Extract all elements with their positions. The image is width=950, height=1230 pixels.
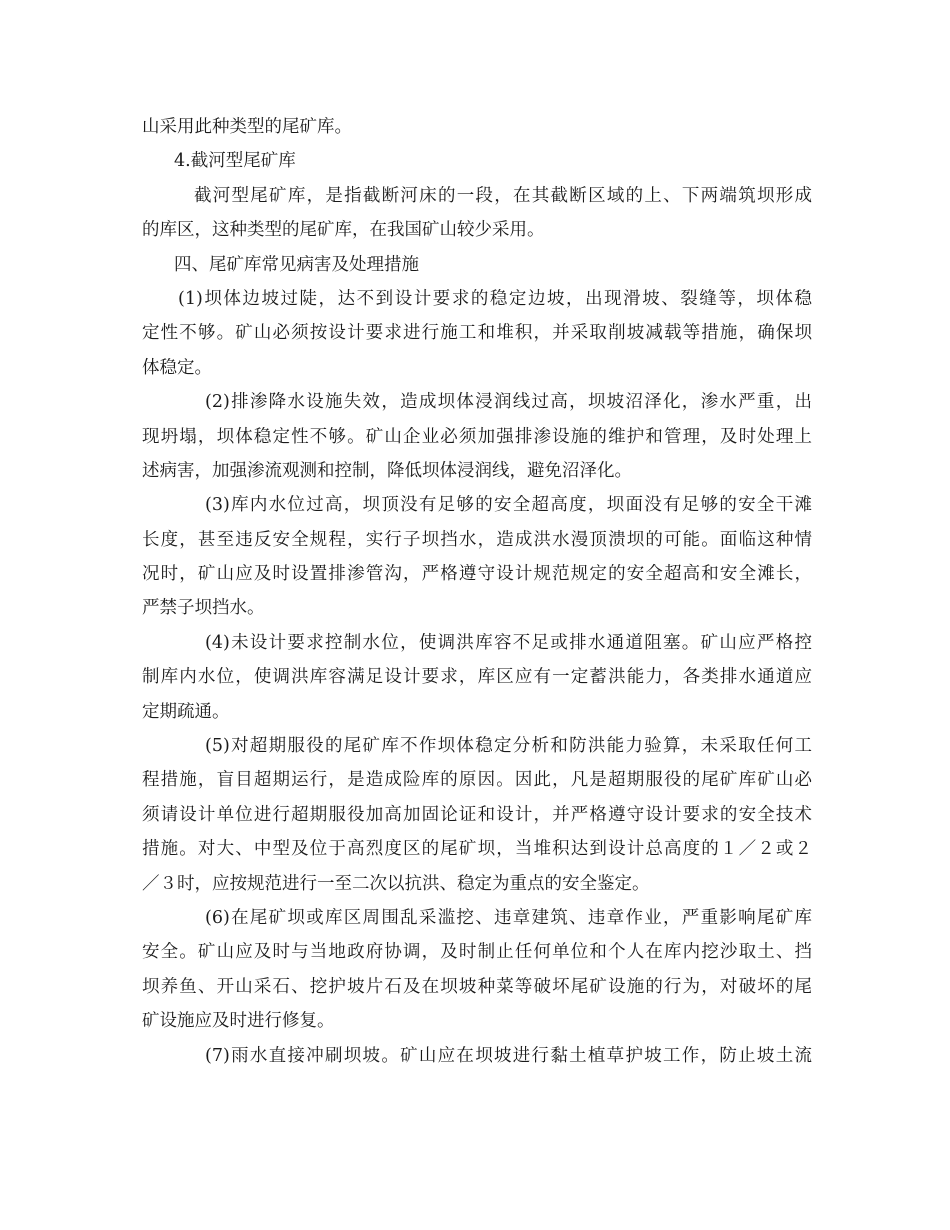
text-line: 程措施，盲目超期运行，是造成险库的原因。因此，凡是超期服役的尾矿库矿山必 (142, 770, 812, 791)
text-line: 定期疏通。 (142, 701, 230, 722)
text-line: 的库区，这种类型的尾矿库，在我国矿山较少采用。 (142, 220, 545, 241)
text-line: (4)未设计要求控制水位，使调洪库容不足或排水通道阻塞。矿山应严格控 (205, 632, 812, 653)
text-line: (5)对超期服役的尾矿库不作坝体稳定分析和防洪能力验算，未采取任何工 (205, 736, 812, 757)
text-line: 体稳定。 (142, 357, 212, 378)
text-line: (1)坝体边坡过陡，达不到设计要求的稳定边坡，出现滑坡、裂缝等，坝体稳 (178, 288, 812, 309)
text-line: 制库内水位，使调洪库容满足设计要求，库区应有一定蓄洪能力，各类排水通道应 (142, 667, 812, 688)
document-page (142, 110, 812, 1073)
text-line: 山采用此种类型的尾矿库。 (142, 117, 352, 137)
text-line: 述病害，加强渗流观测和控制，降低坝体浸润线，避免沼泽化。 (142, 460, 632, 481)
text-line: 须请设计单位进行超期服役加高加固论证和设计，并严格遵守设计要求的安全技术 (142, 804, 812, 825)
section-heading: 四、尾矿库常见病害及处理措施 (174, 254, 419, 275)
text-line: (3)库内水位过高，坝顶没有足够的安全超高度，坝面没有足够的安全干滩 (205, 495, 812, 516)
text-line: 措施。对大、中型及位于高烈度区的尾矿坝，当堆积达到设计总高度的１／２或２ (142, 839, 812, 860)
section-heading: 4.截河型尾矿库 (174, 151, 296, 172)
text-line: (2)排渗降水设施失效，造成坝体浸润线过高，坝坡沼泽化，渗水严重，出 (205, 392, 812, 413)
text-line: 严禁子坝挡水。 (142, 598, 265, 619)
text-line: 现坍塌，坝体稳定性不够。矿山企业必须加强排渗设施的维护和管理，及时处理上 (142, 426, 812, 447)
text-line: 截河型尾矿库，是指截断河床的一段，在其截断区域的上、下两端筑坝形成 (194, 185, 812, 206)
text-line: (6)在尾矿坝或库区周围乱采滥挖、违章建筑、违章作业，严重影响尾矿库 (205, 907, 812, 928)
text-line: 矿设施应及时进行修复。 (142, 1011, 335, 1032)
text-line: (7)雨水直接冲刷坝坡。矿山应在坝坡进行黏土植草护坡工作，防止坡土流 (205, 1045, 812, 1066)
text-line: 长度，甚至违反安全规程，实行子坝挡水，造成洪水漫顶溃坝的可能。面临这种情 (142, 529, 812, 550)
text-line: 况时，矿山应及时设置排渗管沟，严格遵守设计规范规定的安全超高和安全滩长， (142, 564, 812, 585)
text-line: 坝养鱼、开山采石、挖护坡片石及在坝坡种菜等破坏尾矿设施的行为，对破坏的尾 (142, 976, 812, 997)
text-line: ／３时，应按规范进行一至二次以抗洪、稳定为重点的安全鉴定。 (142, 873, 650, 894)
text-line: 安全。矿山应及时与当地政府协调，及时制止任何单位和个人在库内挖沙取土、挡 (142, 942, 812, 963)
text-line: 定性不够。矿山必须按设计要求进行施工和堆积，并采取削坡减载等措施，确保坝 (142, 323, 812, 344)
